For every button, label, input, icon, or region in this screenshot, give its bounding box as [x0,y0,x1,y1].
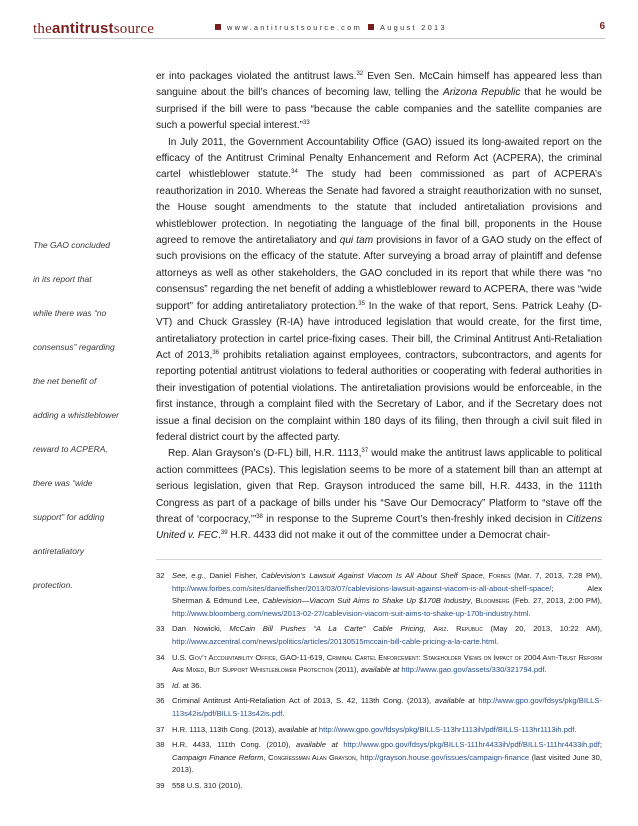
pull-quote [33,239,131,613]
footnote-number: 37 [156,724,165,734]
pull-quote-line: support” for adding [33,512,105,522]
footnote-number: 33 [156,624,165,634]
footnote-33: 33 Dan Nowicki, McCain Bill Pushes “A La Carte” Cable Pricing, Ariz. Republic (May 20, 2013, 10:22 AM), http://www.azcentral.com/news/politics/articles/20130515mccain-bill-cable-pricing-a-la-carte.html. [156,624,602,646]
footnote-link[interactable]: http://www.gao.gov/assets/330/321794.pdf [401,665,545,675]
footnote-35: 35 Id. at 36. [156,680,602,693]
footnote-number: 34 [156,652,165,662]
page-number: 6 [599,21,605,32]
footnote-link[interactable]: http://www.bloomberg.com/news/2013-02-27/cablevision-viacom-suit-aims-to-shake-up-170b-industry.html [172,608,529,618]
square-bullet-icon [215,24,221,30]
pull-quote-line: antiretaliatory [33,546,85,556]
footnote-link[interactable]: http://www.gpo.gov/fdsys/pkg/BILLS-113s42is/pdf/BILLS-113s42is.pdf [172,696,602,718]
pull-quote-line: there was “wide [33,478,93,488]
footnote-number: 36 [156,696,165,706]
footnote-34: 34 U.S. Gov’t Accountability Office, GAO-11-619, Criminal Cartel Enforcement: Stakeholder Views on Impact of 2004 Anti-Trust Reform Are Mixed, But Support Whistleblower Protection (2011), available at http://www.gao.gov/assets/330/321794.pdf. [156,652,602,675]
header-meta [209,23,447,32]
footnote-link[interactable]: http://www.forbes.com/sites/danielfisher/2013/03/07/cablevisions-lawsuit-against-viacom-is-all-about-shelf-space/ [172,583,552,593]
footnote-ref[interactable]: 38 [256,513,263,520]
pull-quote-line: while there was “no [33,308,107,318]
body-paragraph: In July 2011, the Government Accountability Office (GAO) issued its long-awaited report on the efficacy of the Antitrust Criminal Penalty Enhancement and Reform Act (ACPERA), the criminal cartel whistleblower statute.$^{34}$ The study had been commissioned as part of ACPERA’s reauthorization in 2010. Whereas the Senate had favored a straight reauthorization with no sunset, the House sought amendments to the statute that included antiretaliation provisions and whistleblower protection. In negotiating the language of the final bill, proponents in the House agreed to remove the antiretaliatory and qui tam provisions in favor of a GAO study on the effect of such provisions on the efficacy of the statute. After surveying a broad array of plaintiff and defense attorneys as well as other stakeholders, the GAO concluded in its report that while there was “no consensus” regarding the net benefit of adding a whistleblower reward to ACPERA, there was “wide support” for adding antiretaliatory protection.$^{35}$ In the wake of that report, Sens. Patrick Leahy (D-VT) and Chuck Grassley (R-IA) have introduced legislation that would create, for the first time, antiretaliatory protection in cartel price-fixing cases. Their bill, the Criminal Antitrust Anti-Retaliation Act of 2013,36 prohibits retaliation against employees, contractors, subcontractors, and agents for reporting potential antitrust violations to federal authorities or cooperating with federal authorities in their investigation of potential violations. The antiretaliation provisions would be enforceable, in the first instance, through a complaint filed with the Secretary of Labor, and if the Secretary does not issue a final decision on the complaint within 180 days of its filing, then through a civil suit filed in federal district court by the affected party. [156,136,603,443]
footnote-number: 39 [156,780,165,790]
square-bullet-icon [368,24,374,30]
footnote-number: 38 [156,740,165,750]
footnote-ref[interactable]: 33 [303,120,310,127]
footnote-link[interactable]: http://www.azcentral.com/news/politics/articles/20130515mccain-bill-cable-pricing-a-la-carte.html [172,636,497,646]
footnote-39: 39 558 U.S. 310 (2010). [156,780,602,793]
pull-quote-line: reward to ACPERA, [33,444,108,454]
footnote-link[interactable]: http://www.gpo.gov/fdsys/pkg/BILLS-111hr4433ih/pdf/BILLS-111hr4433ih.pdf [343,740,600,750]
article-body [156,69,602,545]
publication-logo: theantitrustsource [33,20,155,37]
footnote-32: 32 See, e.g., Daniel Fisher, Cablevision’s Lawsuit Against Viacom Is All About Shelf Space, Forbes (Mar. 7, 2013, 7:28 PM), http://www.forbes.com/sites/danielfisher/2013/03/07/cablevisions-lawsuit-against-viacom-is-all-about-shelf-space/; Alex Sherman & Edmund Lee, Cablevision—Viacom Suit Aims to Shake Up $170B Industry, Bloomberg (Feb. 27, 2013, 2:00 PM), http://www.bloomberg.com/news/2013-02-27/cablevision-viacom-suit-aims-to-shake-up-170b-industry.html. [156,571,602,618]
footnote-ref[interactable]: 39 [220,530,228,537]
footnote-number: 32 [156,571,165,580]
footnote-37: 37 H.R. 1113, 113th Cong. (2013), available at http://www.gpo.gov/fdsys/pkg/BILLS-113hr1113ih/pdf/BILLS-113hr1113ih.pdf. [156,724,602,737]
footnote-ref[interactable]: 35 [358,300,365,307]
footnotes [156,570,602,796]
pull-quote-line: adding a whistleblower [33,410,119,420]
body-paragraph: er into packages violated the antitrust laws.$^{32}$ Even Sen. McCain himself has appeared less than sanguine about the bill’s chances of becoming law, telling the Arizona Republic that he would be surprised if the bill were to pass “because the cable companies and the satellite companies are such a powerful special interest.”$^{33}$ [156,71,603,132]
footnote-38: 38 H.R. 4433, 111th Cong. (2010), available at http://www.gpo.gov/fdsys/pkg/BILLS-111hr4433ih/pdf/BILLS-111hr4433ih.pdf; Campaign Finance Reform, Congressman Alan Grayson, http://grayson.house.gov/issues/campaign-finance (last visited June 30, 2013). [156,740,602,775]
footnote-ref[interactable]: 34 [291,169,298,176]
page-header [33,20,605,39]
pull-quote-line: protection. [33,580,73,590]
pull-quote-line: consensus” regarding [33,342,115,352]
footnote-ref[interactable]: 36 [212,349,220,356]
pull-quote-line: the net benefit of [33,376,97,386]
issue-date: August 2013 [380,23,447,32]
pull-quote-line: in its report that [33,274,92,284]
footnote-link[interactable]: http://www.gpo.gov/fdsys/pkg/BILLS-113hr1113ih/pdf/BILLS-113hr1113ih.pdf [318,724,575,734]
site-url: www.antitrustsource.com [227,23,363,32]
footnote-link[interactable]: http://grayson.house.gov/issues/campaign-finance [360,752,530,762]
footnote-number: 35 [156,680,165,690]
body-paragraph: Rep. Alan Grayson’s (D-FL) bill, H.R. 1113,37 would make the antitrust laws applicable to political action committees (PACs). This legislation seems to be more of a statement bill than an attempt at serious legislation, given that Rep. Grayson introduced the same bill, H.R. 4433, in the 111th Congress as part of a package of bills under his “Save Our Democracy” Platform to “stave off the threat of ‘corpocracy,’”$^{38}$ in response to the Supreme Court’s then-freshly inked decision in Citizens United v. FEC.$^{39}$ H.R. 4433 did not make it out of the committee under a Democrat chair- [156,448,602,542]
footnote-divider [156,559,602,560]
footnote-36: 36 Criminal Antitrust Anti-Retaliation Act of 2013, S. 42, 113th Cong. (2013), available at http://www.gpo.gov/fdsys/pkg/BILLS-113s42is/pdf/BILLS-113s42is.pdf. [156,696,602,718]
pull-quote-line: The GAO concluded [33,240,111,250]
footnote-ref[interactable]: 32 [356,71,364,77]
footnote-ref[interactable]: 37 [361,448,369,455]
